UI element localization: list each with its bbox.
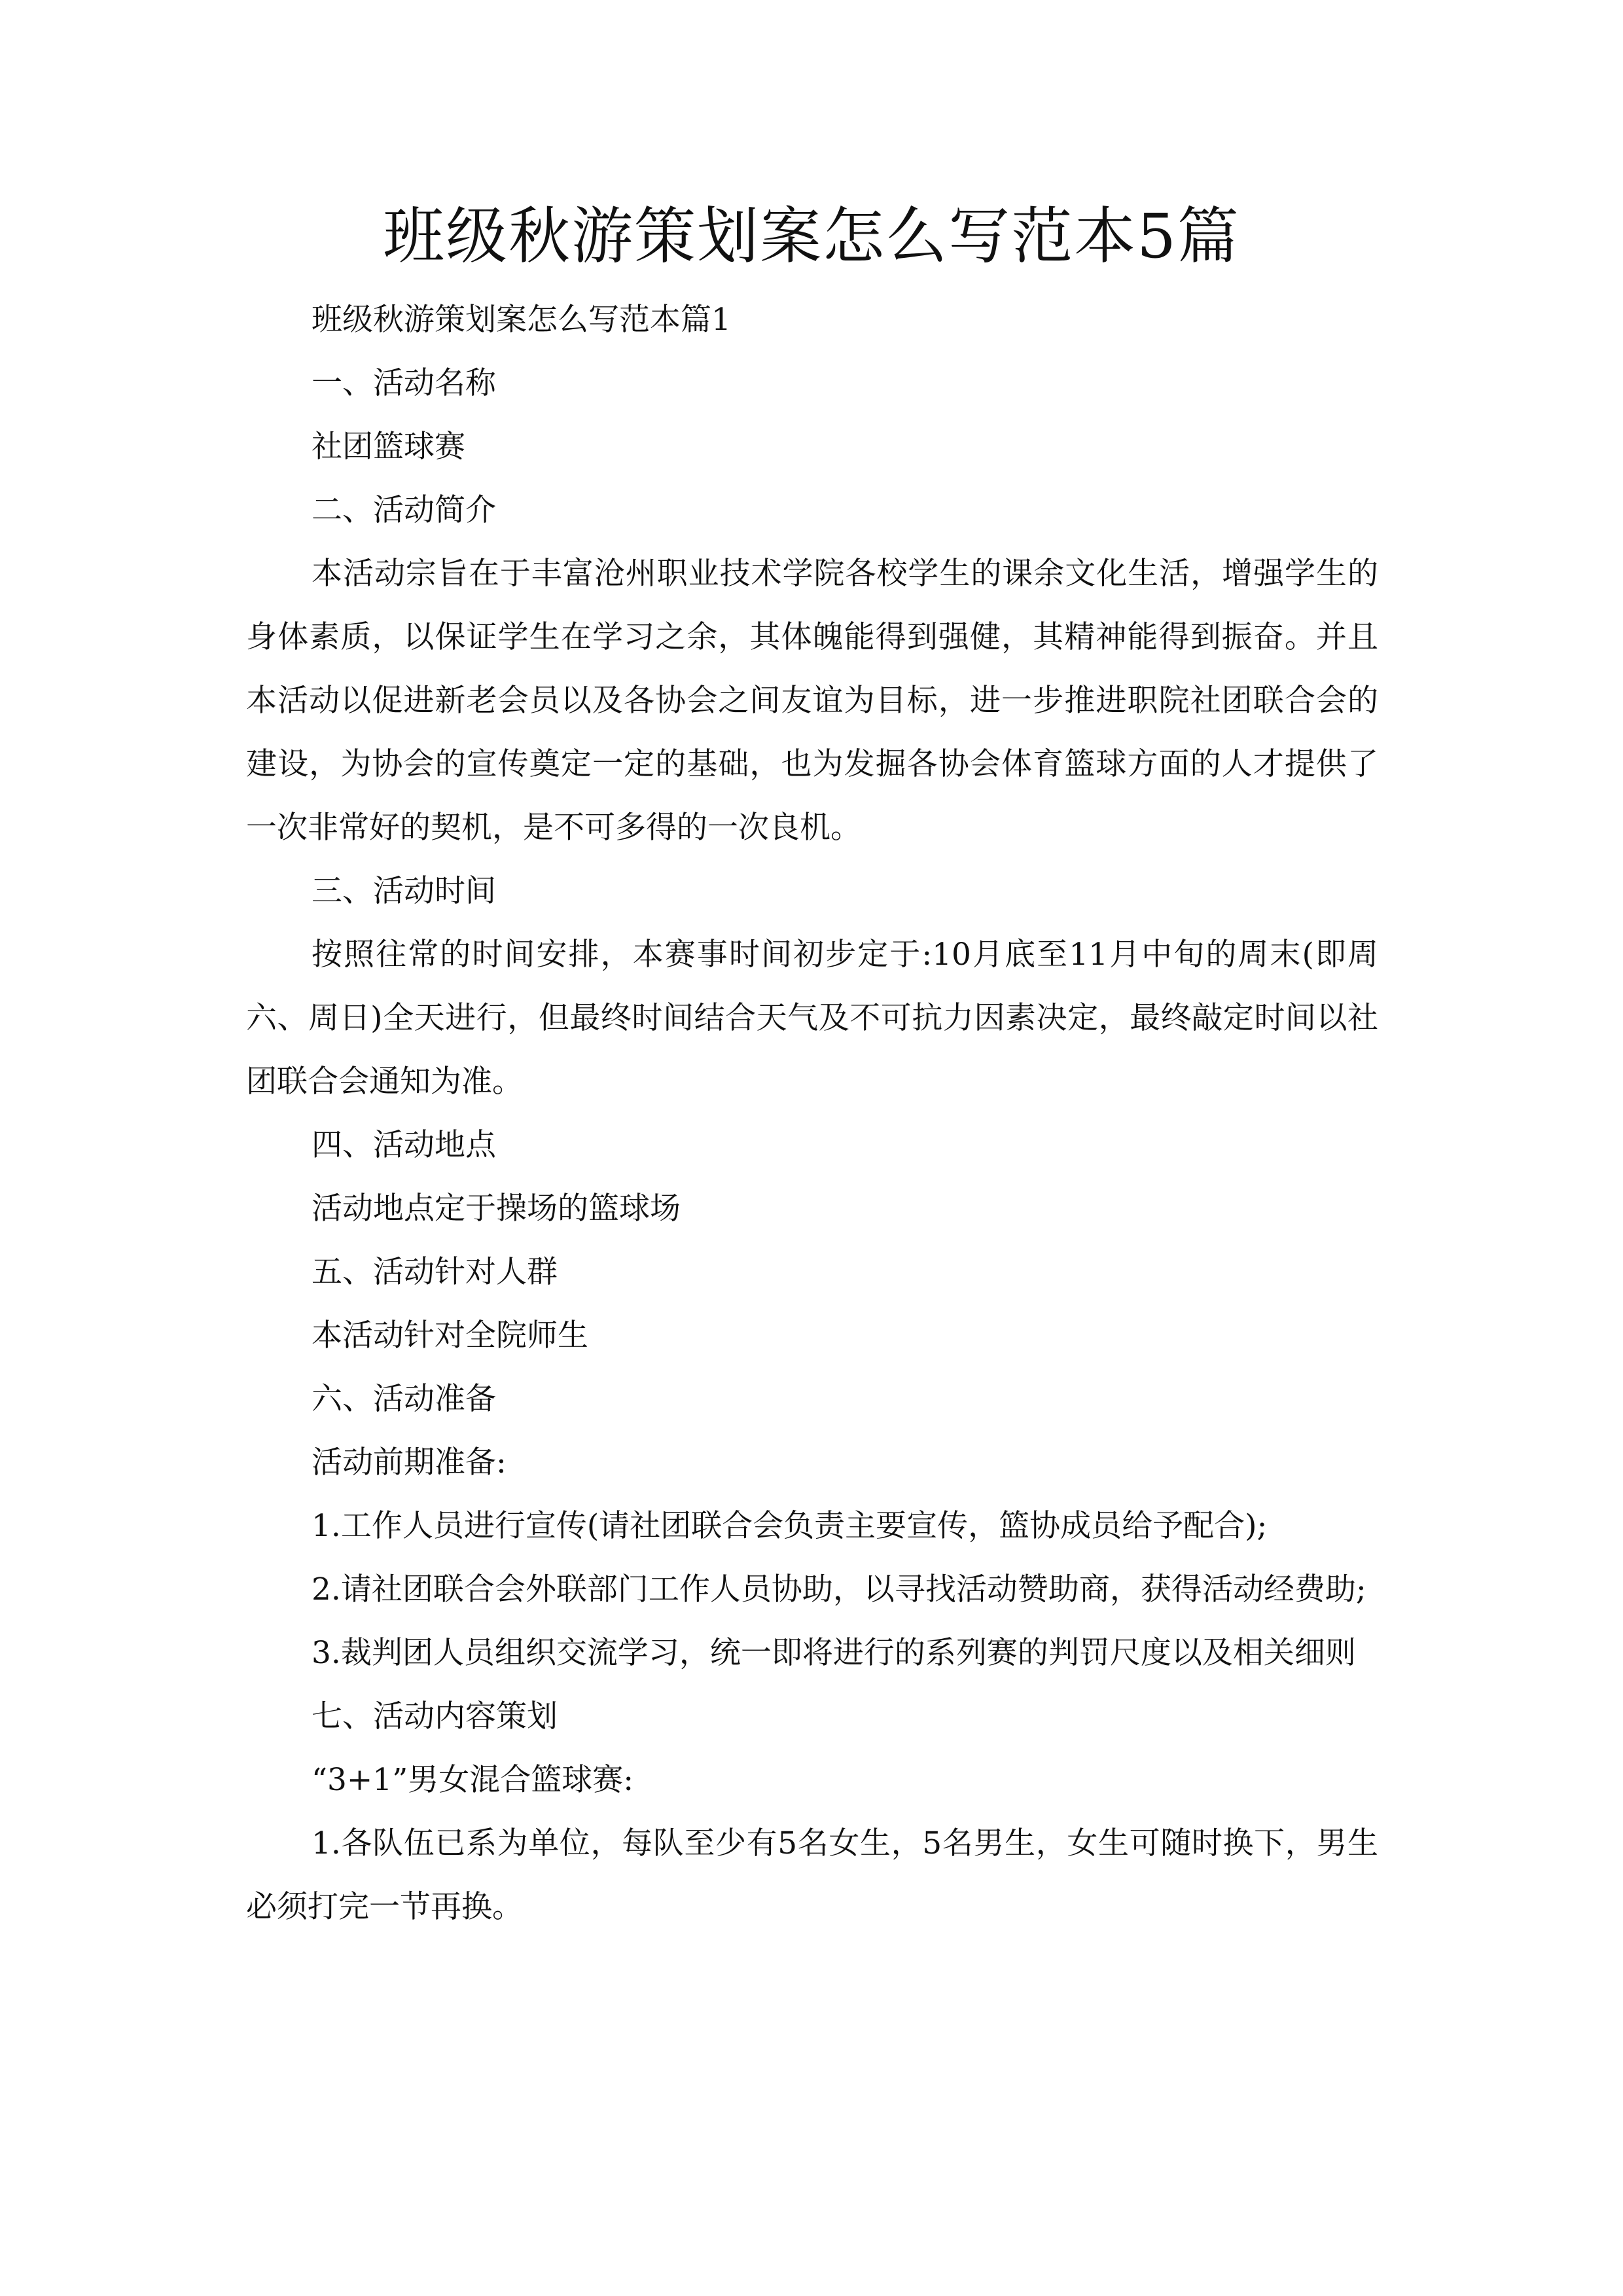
section-heading: 六、活动准备 <box>312 1381 496 1417</box>
paragraph: 按照往常的时间安排，本赛事时间初步定于:10月底至11月中旬的周末(即周六、周日)全天进行，但最终时间结合天气及不可抗力因素决定，最终敲定时间以社团联合会通知为准。 <box>246 937 1378 1100</box>
list-item: 3.裁判团人员组织交流学习，统一即将进行的系列赛的判罚尺度以及相关细则 <box>312 1635 1356 1671</box>
list-item: 1.各队伍已系为单位，每队至少有5名女生，5名男生，女生可随时换下，男生必须打完一节再换。 <box>246 1825 1378 1925</box>
section-heading: 一、活动名称 <box>312 365 496 401</box>
section-heading: 三、活动时间 <box>312 873 496 909</box>
paragraph: 社团篮球赛 <box>312 429 465 465</box>
list-item: 2.请社团联合会外联部门工作人员协助，以寻找活动赞助商，获得活动经费助; <box>312 1571 1366 1607</box>
paragraph: 本活动宗旨在于丰富沧州职业技术学院各校学生的课余文化生活，增强学生的身体素质，以保证学生在学习之余，其体魄能得到强健，其精神能得到振奋。并且本活动以促进新老会员以及各协会之间友谊为目标，进一步推进职院社团联合会的建设，为协会的宣传奠定一定的基础，也为发掘各协会体育篮球方面的人才提供了一次非常好的契机，是不可多得的一次良机。 <box>246 556 1378 846</box>
section-heading: 五、活动针对人群 <box>312 1254 558 1290</box>
paragraph: 活动前期准备: <box>312 1444 507 1480</box>
paragraph: 本活动针对全院师生 <box>312 1318 588 1354</box>
document-title: 班级秋游策划案怎么写范本5篇 <box>383 201 1240 272</box>
document-body <box>246 288 1378 1939</box>
section-heading: 七、活动内容策划 <box>312 1698 558 1734</box>
paragraph: 活动地点定于操场的篮球场 <box>312 1191 681 1227</box>
list-item: 1.工作人员进行宣传(请社团联合会负责主要宣传，篮协成员给予配合); <box>312 1508 1268 1544</box>
paragraph: “3+1”男女混合篮球赛: <box>312 1762 634 1798</box>
section-heading: 二、活动简介 <box>312 492 496 528</box>
section-heading: 四、活动地点 <box>312 1127 496 1163</box>
section-heading: 班级秋游策划案怎么写范本篇1 <box>312 302 731 338</box>
